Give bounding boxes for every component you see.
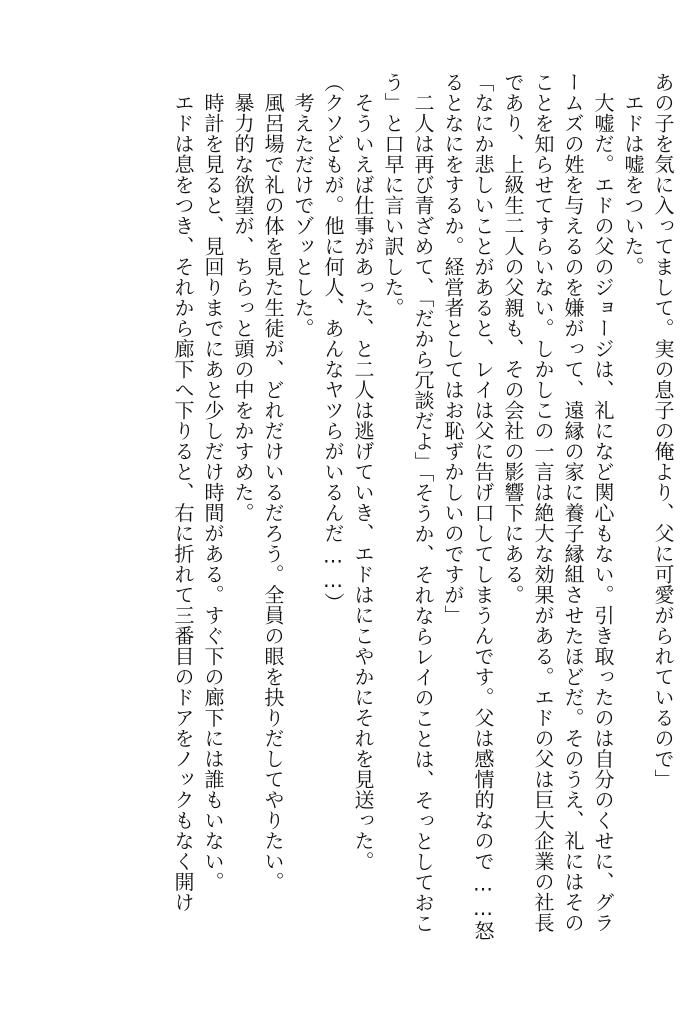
text-line-2: エドは嘘をついた。 — [621, 72, 645, 277]
text-line-16: 時計を見ると、見回りまでにあと少しだけ時間がある。すぐ下の廊下には誰もいない。 — [201, 72, 225, 892]
text-line-13: 考えただけでゾッとした。 — [291, 72, 315, 339]
text-line-4: ームズの姓を与えるのを嫌がって、遠縁の家に養子縁組させたほどだ。そのうえ、礼にはその — [561, 72, 585, 933]
text-line-3: 大嘘だ。エドの父のジョージは、礼になど関心もない。引き取ったのは自分のくせに、グラ — [591, 72, 615, 933]
text-line-8: るとなにをするか。経営者としてはお恥ずかしいのですが」 — [441, 72, 465, 626]
text-line-9: 二人は再び青ざめて、「だから冗談だよ」「そうか、それならレイのことは、そっとしておこ — [411, 72, 435, 934]
text-line-6: であり、上級生二人の父親も、その会社の影響下にある。 — [501, 72, 525, 605]
text-line-10: う」と口早に言い訳した。 — [381, 72, 405, 318]
text-line-12: （クソどもが。他に何人、あんなヤツらがいるんだ……） — [321, 72, 345, 613]
text-line-1: あの子を気に入ってまして。実の息子の俺より、父に可愛がられているので」 — [651, 72, 675, 790]
text-line-7: 「なにか悲しいことがあると、レイは父に告げ口してしまうんです。父は感情的なので……怒 — [471, 72, 495, 941]
text-line-15: 暴力的な欲望が、ちらっと頭の中をかすめた。 — [231, 72, 255, 523]
text-line-14: 風呂場で礼の体を見た生徒が、どれだけいるだろう。全員の眼を抉りだしてやりたい。 — [261, 72, 285, 892]
text-line-5: ことを知らせてすらいない。しかしこの一言は絶大な効果がある。エドの父は巨大企業の社長 — [531, 72, 555, 933]
text-line-11: そういえば仕事があった、と二人は逃げていき、エドはにこやかにそれを見送った。 — [351, 72, 375, 872]
text-line-17: エドは息をつき、それから廊下へ下りると、右に折れて三番目のドアをノックもなく開け — [171, 72, 195, 913]
vertical-text-block — [168, 72, 678, 952]
